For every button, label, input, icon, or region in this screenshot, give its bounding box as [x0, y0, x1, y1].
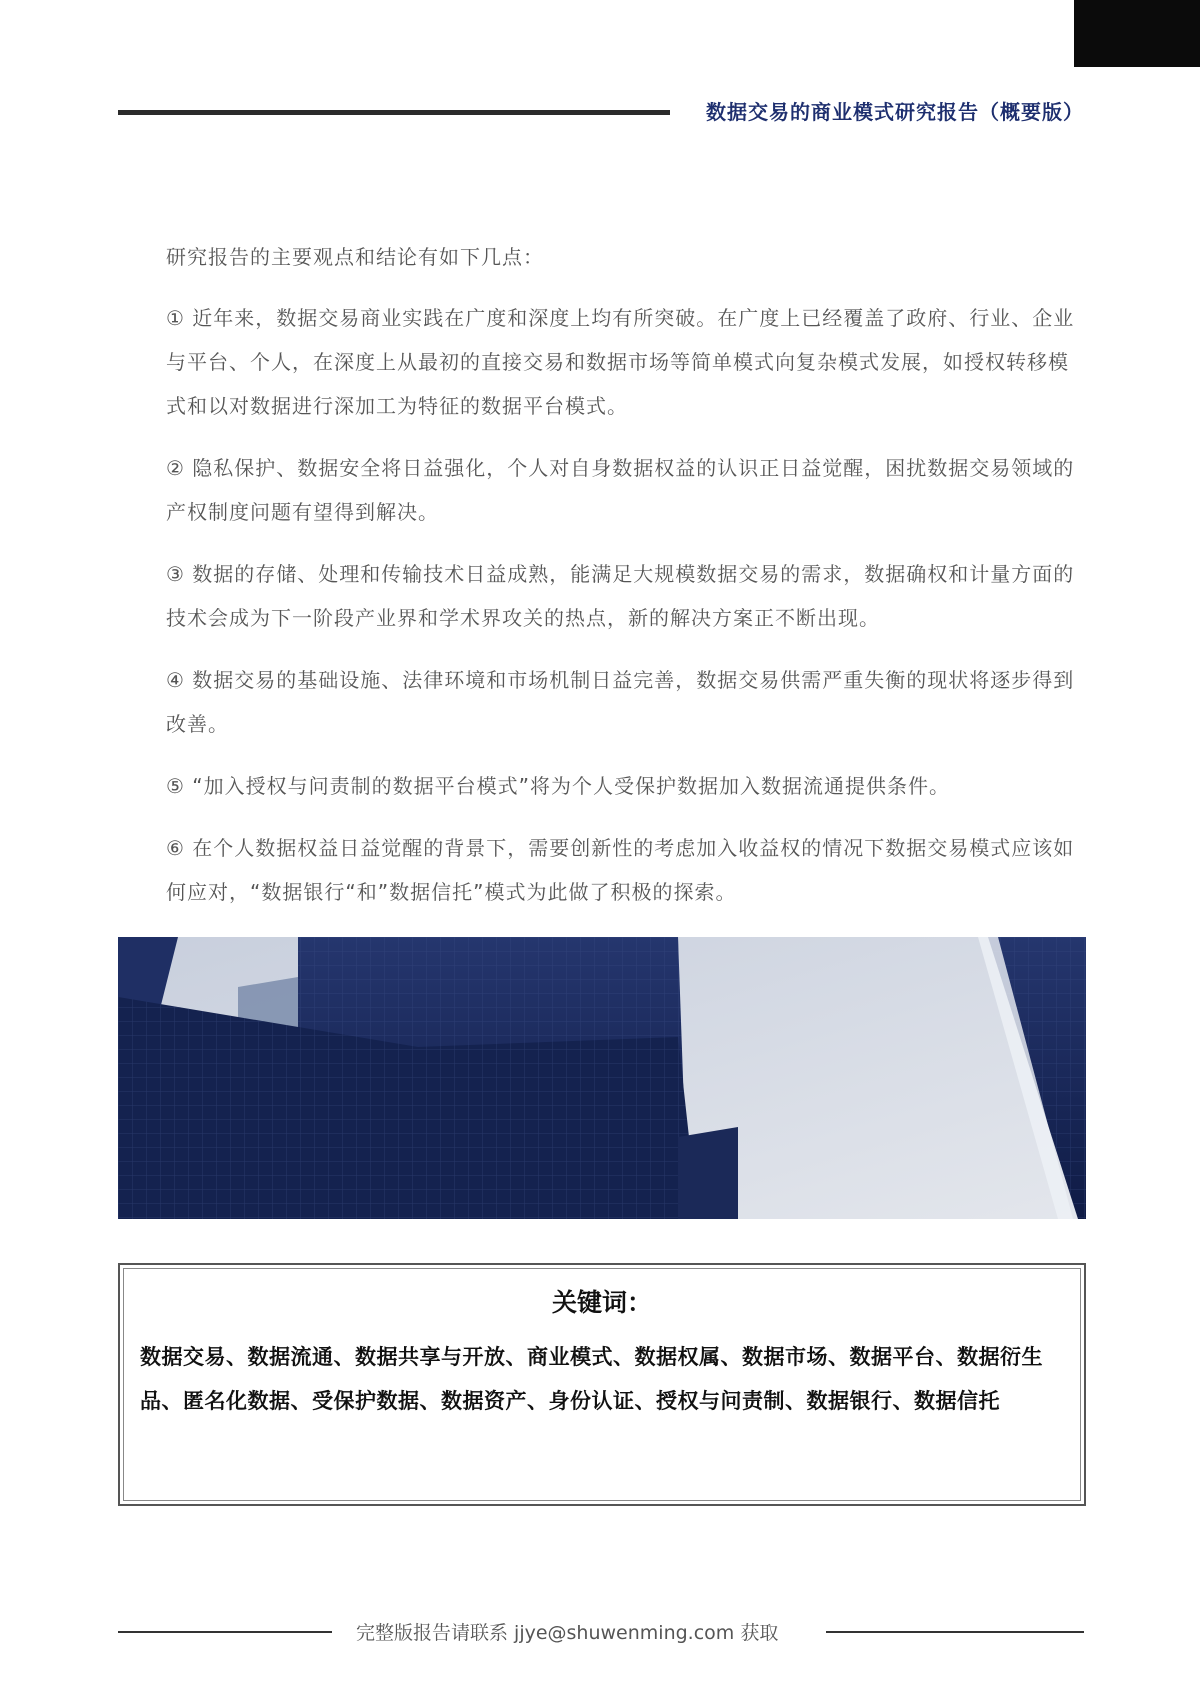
header-rule: [118, 110, 670, 115]
main-content: [166, 240, 1076, 932]
point-3: ③ 数据的存储、处理和传输技术日益成熟，能满足大规模数据交易的需求，数据确权和计量方面的技术会成为下一阶段产业界和学术界攻关的热点，新的解决方案正不断出现。: [166, 562, 1075, 630]
keywords-box: [118, 1263, 1086, 1506]
footer-rule-left: [118, 1631, 332, 1633]
corner-decoration: [1074, 0, 1200, 67]
skyscraper-photo: [118, 937, 1086, 1219]
report-title: 数据交易的商业模式研究报告（概要版）: [706, 100, 1084, 124]
point-6: ⑥ 在个人数据权益日益觉醒的背景下，需要创新性的考虑加入收益权的情况下数据交易模式应该如何应对，“数据银行“和”数据信托”模式为此做了积极的探索。: [166, 836, 1075, 904]
keywords-title: 关键词：: [551, 1288, 652, 1317]
point-2: ② 隐私保护、数据安全将日益强化，个人对自身数据权益的认识正日益觉醒，困扰数据交易领域的产权制度问题有望得到解决。: [166, 456, 1075, 524]
keywords-list: 数据交易、数据流通、数据共享与开放、商业模式、数据权属、数据市场、数据平台、数据衍生品、匿名化数据、受保护数据、数据资产、身份认证、授权与问责制、数据银行、数据信托: [140, 1345, 1043, 1413]
point-1: ① 近年来，数据交易商业实践在广度和深度上均有所突破。在广度上已经覆盖了政府、行业、企业与平台、个人，在深度上从最初的直接交易和数据市场等简单模式向复杂模式发展，如授权转移模式和以对数据进行深加工为特征的数据平台模式。: [166, 306, 1075, 418]
point-4: ④ 数据交易的基础设施、法律环境和市场机制日益完善，数据交易供需严重失衡的现状将逐步得到改善。: [166, 668, 1075, 736]
intro-text: 研究报告的主要观点和结论有如下几点：: [166, 245, 544, 269]
footer-rule-right: [826, 1631, 1084, 1633]
footer-contact: 完整版报告请联系 jjye@shuwenming.com 获取: [356, 1622, 779, 1644]
point-5: ⑤ “加入授权与问责制的数据平台模式”将为个人受保护数据加入数据流通提供条件。: [166, 774, 951, 798]
